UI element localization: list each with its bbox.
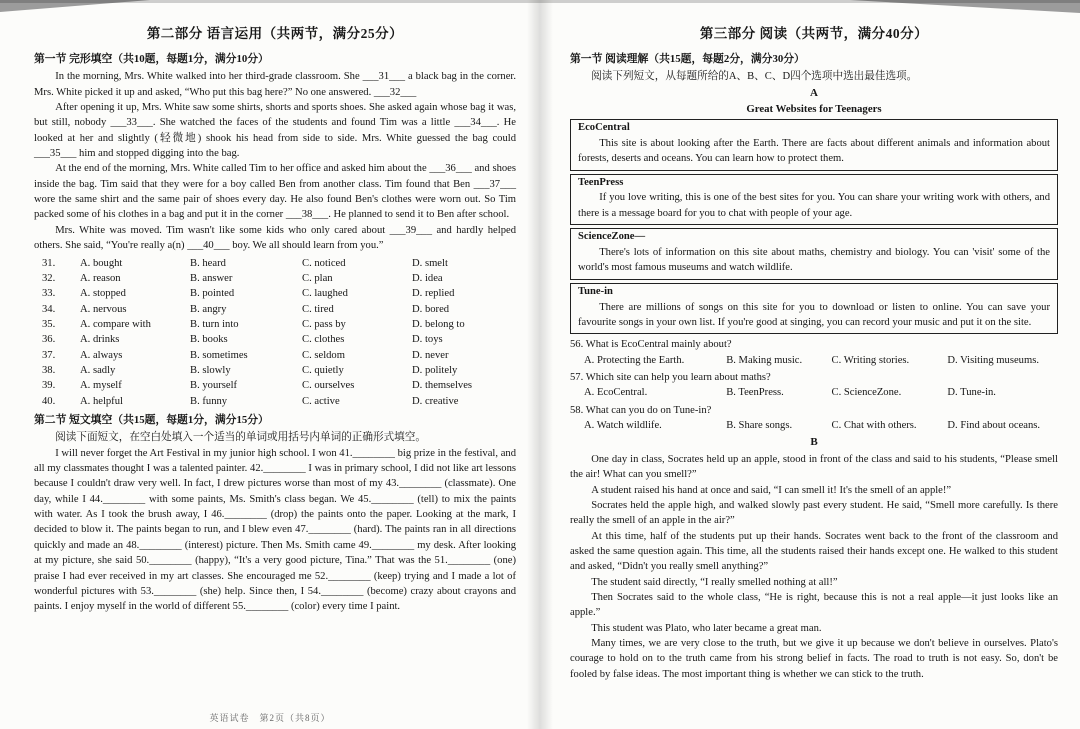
option-a: A. Watch wildlife. (584, 420, 662, 432)
option-c: C. tired (302, 303, 334, 315)
part3-title: 第三部分 阅读（共两节，满分40分） (699, 26, 929, 41)
option-d: D. smelt (412, 257, 448, 269)
cloze-paragraph: After opening it up, Mrs. White saw some shirts, shorts and sports shoes. She asked again whose bag it was, but still, nobody ___33___. She watched the faces of the students and found Tim was a little ___34___. He looked at her and slightly (轻微地) shook his head from side to side. Mrs. White guessed the bag could ___35___ him and stopped digging into the bag. (34, 101, 516, 159)
question-number: 35. (42, 318, 56, 330)
reading-question (570, 337, 1058, 368)
website-name: Tune-in (578, 285, 613, 297)
passage-a-title: Great Websites for Teenagers (746, 102, 882, 115)
option-d: D. idea (412, 272, 443, 284)
option-b: B. slowly (190, 365, 231, 377)
question-number: 32. (42, 272, 56, 284)
option-c: C. plan (302, 272, 333, 284)
question-text: 58. What can you do on Tune-in? (570, 404, 712, 416)
option-d: D. belong to (412, 318, 465, 330)
exam-page-right (540, 0, 1080, 729)
website-desc: There's lots of information on this site about maths, chemistry and biology. You can 'visit' some of the world's most famous museums and watch wildlife. (578, 246, 1050, 274)
cloze-option-row (34, 348, 516, 363)
page-footer: 英语试卷 第2页（共8页） (209, 713, 331, 723)
cloze-option-row (34, 256, 516, 271)
option-a: A. sadly (80, 365, 116, 377)
option-c: C. ScienceZone. (831, 387, 902, 399)
cloze-passage (34, 69, 516, 253)
cloze-options-list (34, 256, 516, 410)
option-d: D. Visiting museums. (947, 354, 1039, 366)
passage-b (570, 452, 1058, 682)
option-d: D. creative (412, 395, 459, 407)
cloze-paragraph: At the end of the morning, Mrs. White called Tim to her office and asked him about the ___36___ and shoes inside the bag. Tim said that they were for a boy called Ben from another class. Tim found that Ben ___37___ wore the same shirt and the same pair of shoes every day. He also found Ben's clothes were worn out. So Tim packed some of his clothes in a bag and put it in the corner ___38___. He planned to send it to Ben after school. (34, 163, 516, 221)
option-b: B. pointed (190, 288, 235, 300)
question-options (570, 418, 1058, 433)
question-text: 57. Which site can help you learn about maths? (570, 371, 771, 383)
question-options (570, 385, 1058, 400)
passage-b-label: B (810, 436, 818, 449)
option-a: A. always (80, 349, 123, 361)
scan-edge-shade (0, 0, 1080, 3)
question-number: 37. (42, 349, 56, 361)
option-c: C. Chat with others. (831, 420, 917, 432)
option-d: D. Tune-in. (947, 387, 996, 399)
option-a: A. stopped (80, 288, 126, 300)
reading-intro: 阅读下列短文，从每题所给的A、B、C、D四个选项中选出最佳选项。 (591, 71, 918, 83)
question-options (570, 353, 1058, 368)
cloze-option-row (34, 332, 516, 347)
option-b: B. angry (190, 303, 227, 315)
passage-b-paragraph: Socrates held the apple high, and walked slowly past every student. He said, “Smell more carefully. Is there really the smell of an apple in the air?” (570, 499, 1058, 527)
option-c: C. quietly (302, 365, 344, 377)
passage-b-paragraph: Many times, we are very close to the truth, but we give it up because we don't believe in ourselves. Plato's courage to hold on to the truth came from his strong belief in facts. The road to truth is not easy. So, don't be fooled by false ideas. The most important thing is whether we can stick to the truth. (570, 638, 1058, 680)
question-number: 40. (42, 395, 56, 407)
cloze-heading: 第一节 完形填空（共10题，每题1分，满分10分） (34, 53, 269, 65)
option-a: A. drinks (80, 334, 120, 346)
cloze-option-row (34, 286, 516, 301)
option-c: C. clothes (302, 334, 345, 346)
option-d: D. themselves (412, 380, 473, 392)
cloze-option-row (34, 394, 516, 409)
question-text: 56. What is EcoCentral mainly about? (570, 339, 732, 351)
option-b: B. Making music. (726, 354, 803, 366)
fill-heading: 第二节 短文填空（共15题，每题1分，满分15分） (34, 414, 269, 427)
passage-b-paragraph: One day in class, Socrates held up an apple, stood in front of the class and said to his students, “Please smell the air! What can you smell?” (570, 453, 1058, 481)
option-a: A. myself (80, 380, 122, 392)
website-desc: This site is about looking after the Earth. There are facts about different animals and information about forests, deserts and oceans. You can learn how to protect them. (578, 137, 1050, 165)
option-d: D. bored (412, 303, 450, 315)
website-desc: There are millions of songs on this site for you to download or listen to online. You can save your favourite songs in your own list. If you're good at singing, you can record your music and put it on the site. (578, 301, 1050, 328)
reading-questions (570, 337, 1058, 433)
passage-b-paragraph: This student was Plato, who later became a great man. (591, 622, 822, 634)
option-c: C. laughed (302, 288, 348, 300)
question-number: 33. (42, 288, 56, 300)
website-desc: If you love writing, this is one of the best sites for you. You can share your writing work with others, and there is a message board for you to chat with people of your age. (578, 192, 1050, 219)
option-b: B. sometimes (190, 349, 248, 361)
option-b: B. TeenPress. (726, 387, 784, 399)
passage-a-label: A (810, 86, 818, 99)
passage-b-paragraph: Then Socrates said to the whole class, “He is right, because this is not a real apple—it just looks like an apple.” (570, 592, 1058, 619)
option-d: D. replied (412, 288, 455, 300)
option-c: C. ourselves (302, 380, 355, 392)
cloze-paragraph: In the morning, Mrs. White walked into her third-grade classroom. She ___31___ a black bag in the corner. Mrs. White picked it up and asked, “Who put this bag here?” No one answered. ___32___ (34, 71, 516, 98)
website-boxes (570, 119, 1058, 334)
option-b: B. books (190, 334, 228, 346)
question-number: 36. (42, 334, 56, 346)
website-name: TeenPress (578, 176, 624, 188)
option-c: C. pass by (302, 318, 346, 330)
website-box (570, 283, 1058, 335)
option-a: A. Protecting the Earth. (584, 354, 685, 366)
question-number: 38. (42, 365, 56, 377)
part2-title: 第二部分 语言运用（共两节，满分25分） (146, 26, 404, 41)
option-b: B. heard (190, 257, 226, 269)
option-b: B. Share songs. (726, 420, 793, 432)
website-box (570, 174, 1058, 226)
reading-heading: 第一节 阅读理解（共15题，每题2分，满分30分） (570, 53, 805, 65)
website-name: EcoCentral (578, 122, 630, 134)
passage-b-paragraph: A student raised his hand at once and said, “I can smell it! It's the smell of an apple!” (591, 484, 952, 496)
question-number: 39. (42, 380, 56, 392)
option-c: C. seldom (302, 349, 345, 361)
option-c: C. Writing stories. (831, 354, 910, 366)
reading-question (570, 403, 1058, 434)
option-c: C. active (302, 395, 340, 407)
cloze-option-row (34, 302, 516, 317)
option-b: B. yourself (190, 380, 238, 392)
question-number: 34. (42, 303, 56, 315)
website-name: ScienceZone— (578, 231, 646, 243)
website-box (570, 228, 1058, 280)
passage-b-paragraph: The student said directly, “I really smelled nothing at all!” (591, 576, 838, 588)
reading-question (570, 370, 1058, 401)
option-a: A. compare with (80, 318, 151, 330)
option-a: A. nervous (80, 303, 127, 315)
option-d: D. never (412, 349, 449, 361)
fill-intro: 阅读下面短文，在空白处填入一个适当的单词或用括号内单词的正确形式填空。 (55, 432, 426, 444)
option-c: C. noticed (302, 257, 346, 269)
option-a: A. EcoCentral. (584, 387, 648, 399)
option-b: B. answer (190, 272, 233, 284)
option-d: D. politely (412, 365, 458, 377)
option-a: A. bought (80, 257, 123, 269)
cloze-paragraph: Mrs. White was moved. Tim wasn't like some kids who only cared about ___39___ and hardly helped others. She said, “You're really a(n) ___40___ boy. We all should learn from you.” (34, 224, 516, 252)
cloze-option-row (34, 271, 516, 286)
cloze-option-row (34, 378, 516, 393)
cloze-option-row (34, 363, 516, 378)
fill-passage: I will never forget the Art Festival in my junior high school. I won 41.________ big prize in the festival, and all my classmates thought I was a talented painter. 42.________ I was in primary school, I did not like art lessons because I couldn't draw very well. In fact, I drew pictures worse than most of my 43.________ (classmate). One day, while I 44.________ with some paints, Ms. Smith's class began. We 45.________ (tell) to mix the paints with water. As I took the brush away, I 46.________ (drop) the paints onto the paper. Looking at the mark, I decided to blow it. The paints began to run, and I blew even 47.________ (hard). The paints ran in all directions quickly and made an 48.________ (interest) picture. Then Ms. Smith came 49.________ my desk. After looking at my picture, she said 50.________ (happy), “It's a very good picture, Tina.” That was the 51.________ (one) praise I had ever received in my art classes. She encouraged me 52.________ (keep) trying and I made a lot of wonderful pictures with 53.________ (she) help. Since then, I 54.________ (become) crazy about crayons and paints. I enjoy myself in the world of different 55.________ (color) every time I paint. (34, 447, 516, 613)
option-d: D. Find about oceans. (947, 420, 1041, 432)
option-a: A. reason (80, 272, 121, 284)
cloze-option-row (34, 317, 516, 332)
option-b: B. turn into (190, 318, 239, 330)
option-d: D. toys (412, 334, 443, 346)
option-b: B. funny (190, 395, 228, 407)
option-a: A. helpful (80, 395, 123, 407)
website-box (570, 119, 1058, 171)
question-number: 31. (42, 257, 56, 269)
passage-b-paragraph: At this time, half of the students put up their hands. Socrates went back to the front of the classroom and asked the same question again. This time, all the students raised their hands except one. He walked to this student and asked, “Didn't you really smell anything?” (570, 530, 1058, 573)
